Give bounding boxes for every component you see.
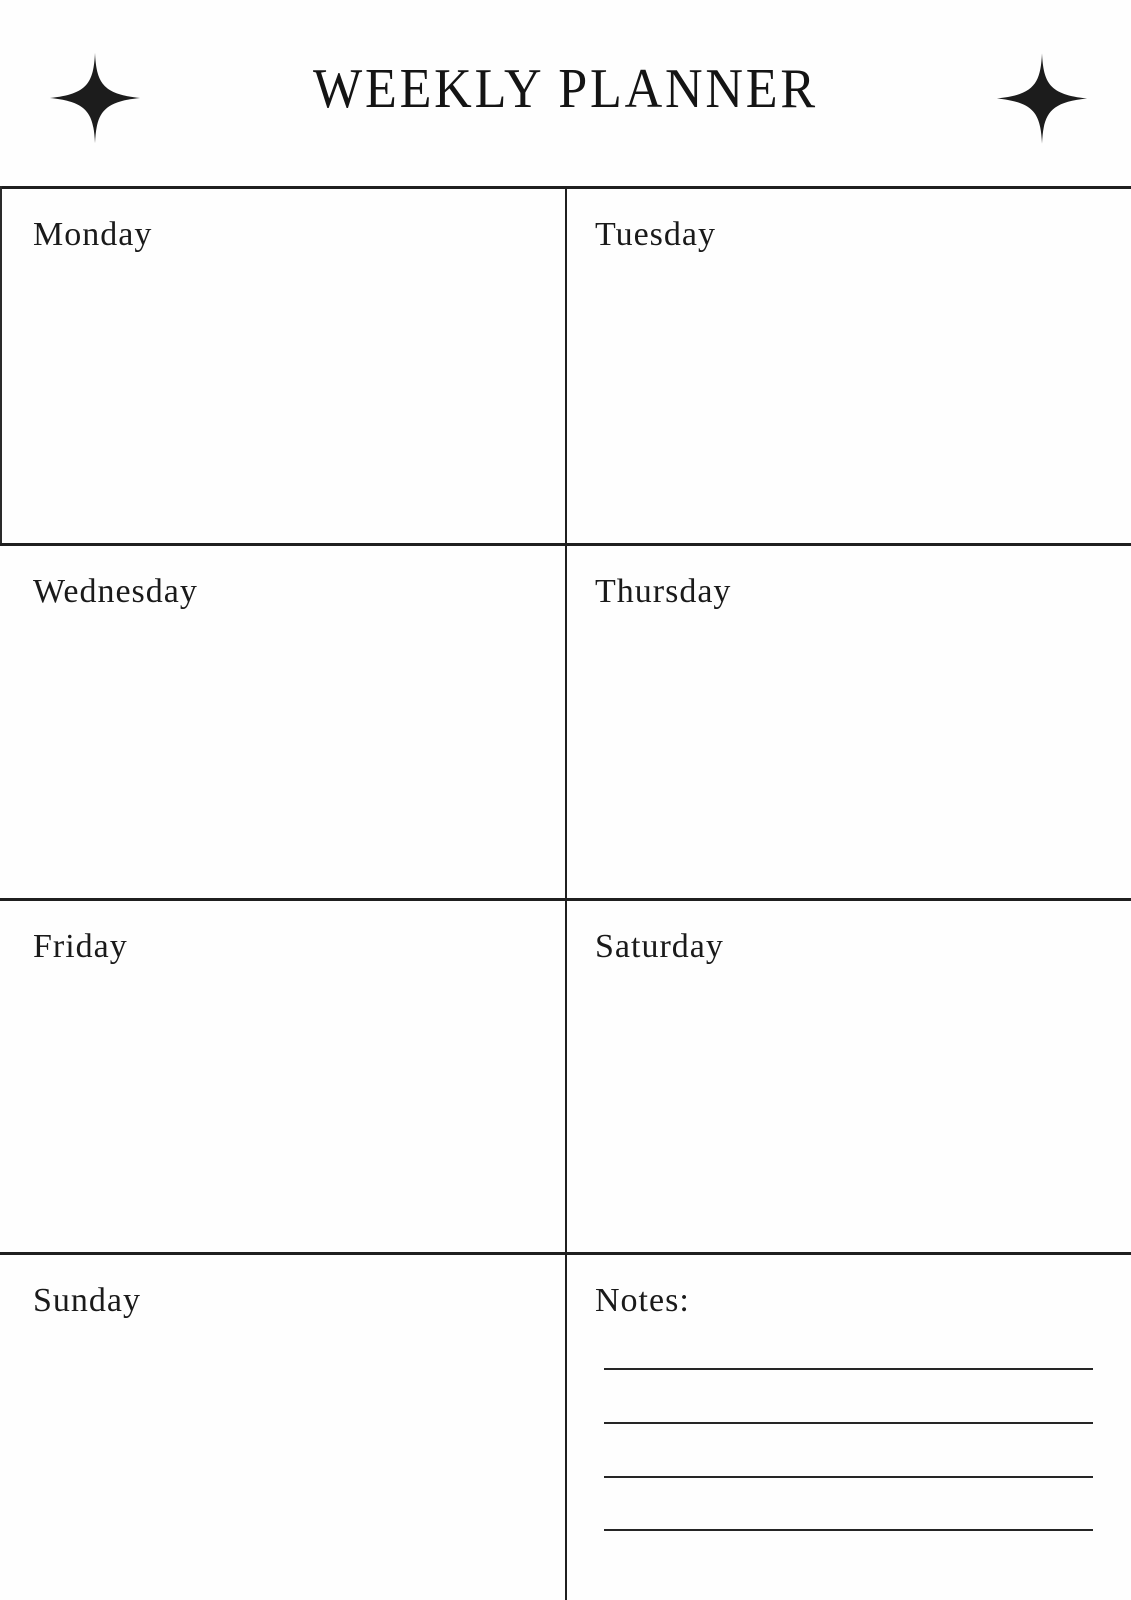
notes-ruled-line xyxy=(604,1476,1093,1478)
day-label-monday: Monday xyxy=(33,216,153,253)
day-label-thursday: Thursday xyxy=(595,573,732,610)
day-cell-thursday[interactable] xyxy=(567,546,1131,898)
day-cell-sunday[interactable] xyxy=(0,1255,565,1600)
day-label-tuesday: Tuesday xyxy=(595,216,716,253)
day-cell-friday[interactable] xyxy=(0,901,565,1252)
day-cell-saturday[interactable] xyxy=(567,901,1131,1252)
day-cell-wednesday[interactable] xyxy=(0,546,565,898)
day-label-saturday: Saturday xyxy=(595,928,724,965)
page-title: WEEKLY PLANNER xyxy=(313,58,818,120)
day-cell-monday[interactable] xyxy=(0,189,565,543)
notes-cell[interactable] xyxy=(567,1255,1131,1600)
notes-ruled-line xyxy=(604,1368,1093,1370)
sparkle-icon xyxy=(996,50,1088,147)
day-label-sunday: Sunday xyxy=(33,1282,141,1319)
day-label-wednesday: Wednesday xyxy=(33,573,198,610)
notes-ruled-line xyxy=(604,1529,1093,1531)
day-cell-tuesday[interactable] xyxy=(567,189,1131,543)
notes-ruled-line xyxy=(604,1422,1093,1424)
notes-label: Notes: xyxy=(595,1282,690,1319)
day-label-friday: Friday xyxy=(33,928,128,965)
